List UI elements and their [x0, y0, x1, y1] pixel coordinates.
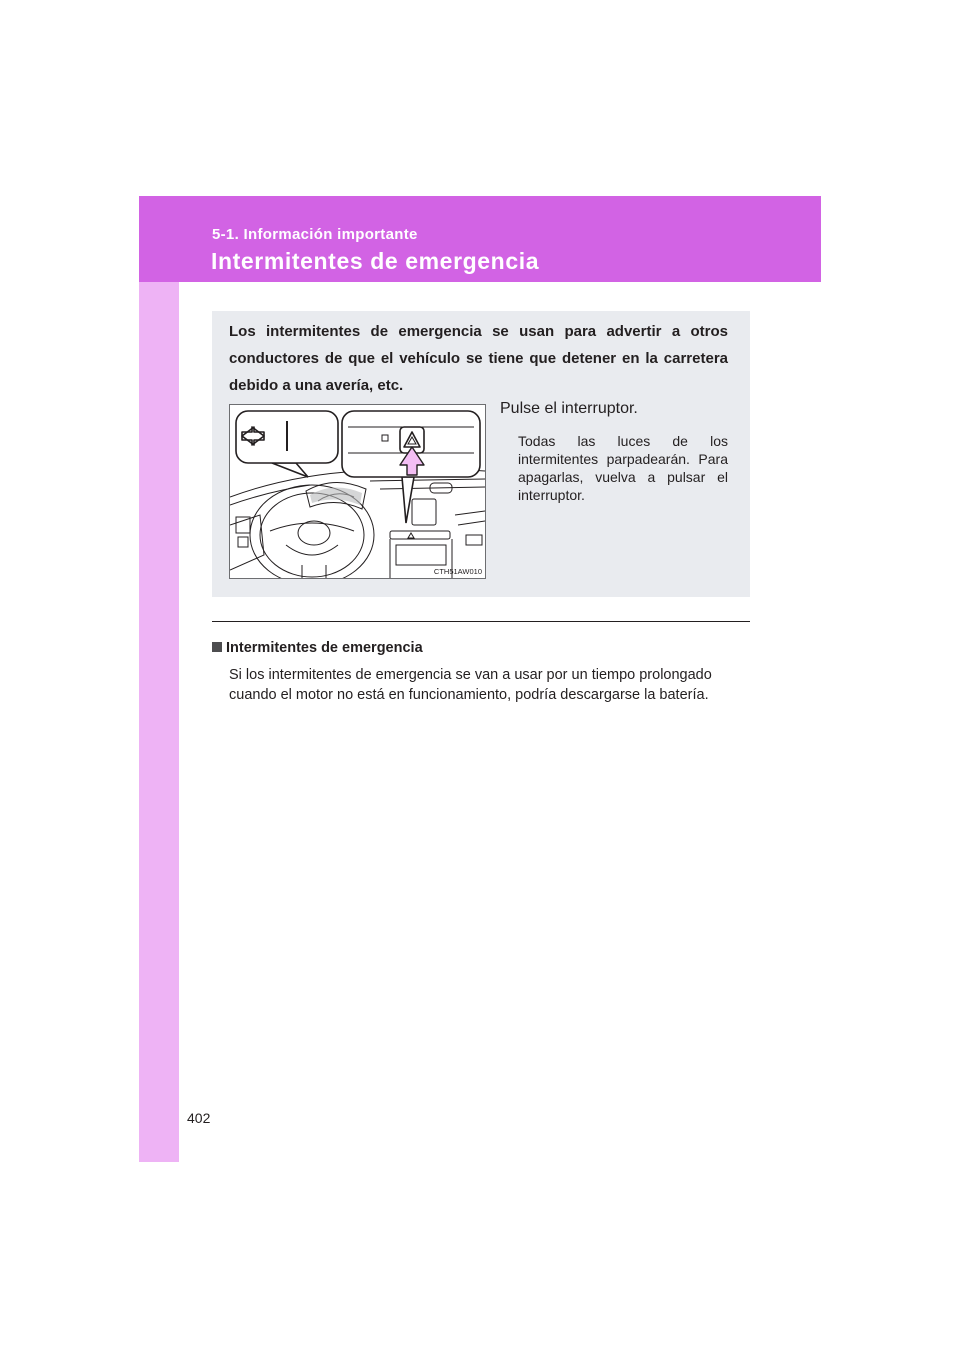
dashboard-drawing: [230, 405, 485, 578]
page-number: 402: [187, 1110, 211, 1126]
side-strip: [139, 196, 179, 1162]
dashboard-illustration: [229, 404, 486, 579]
square-bullet-icon: [212, 642, 222, 652]
note-heading: [212, 640, 423, 656]
section-label: 5-1. Información importante: [212, 226, 418, 243]
section-divider: [212, 621, 750, 622]
step-instruction: Pulse el interruptor.: [500, 400, 638, 417]
page-title: Intermitentes de emergencia: [211, 248, 540, 274]
note-title: Intermitentes de emergencia: [226, 640, 423, 656]
figure-code: CTH51AW010: [433, 567, 482, 576]
step-detail: Todas las luces de los intermitentes parpadearán. Para apagarlas, vuelva a pulsar el interruptor.: [518, 433, 728, 503]
note-text: Si los intermitentes de emergencia se van a usar por un tiempo prolongado cuando el motor no está en funcionamiento, podría descargarse la batería.: [229, 667, 712, 703]
intro-text: Los intermitentes de emergencia se usan para advertir a otros conductores de que el vehículo se tiene que detener en la carretera debido a una avería, etc.: [229, 323, 728, 394]
